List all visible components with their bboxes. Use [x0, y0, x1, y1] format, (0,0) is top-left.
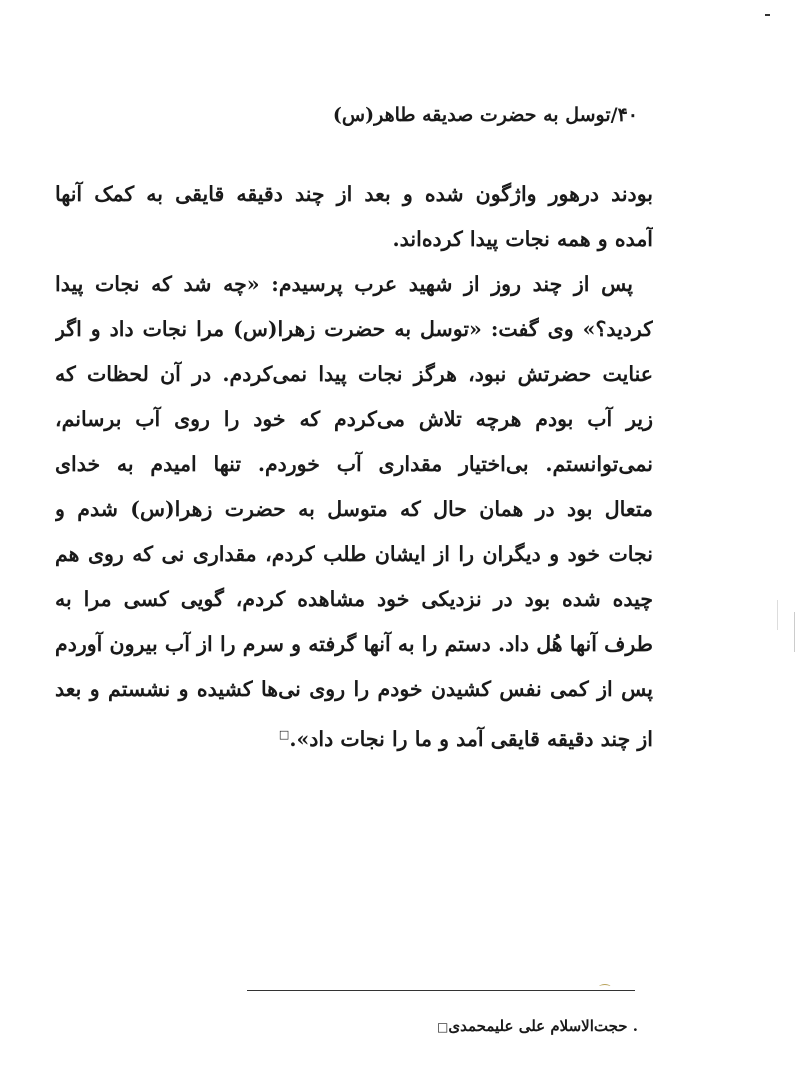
footnote-separator: [247, 990, 635, 991]
footnote: [433, 1017, 638, 1035]
text-line: زیر آب بودم هرچه تلاش می‌کردم که خود را روی آب برسانم،: [55, 407, 653, 431]
separator-ornament: ⁀: [600, 984, 610, 998]
text-line: متعال بود در همان حال که متوسل به حضرت زهرا(س) شدم و: [55, 497, 653, 521]
scan-speck: [794, 612, 795, 652]
text-line: نمی‌توانستم. بی‌اختیار مقداری آب خوردم. تنها امیدم به خدای: [55, 452, 653, 476]
scan-speck: [777, 600, 778, 630]
page-header: ۴۰/توسل به حضرت صدیقه طاهر(س): [332, 104, 638, 126]
footnote-reference: □: [278, 728, 290, 741]
scan-speck: [765, 14, 770, 16]
text-line: چیده شده بود در نزدیکی خود مشاهده کردم، گویی کسی مرا به: [55, 587, 653, 611]
text-line: بودند درهور واژگون شده و بعد از چند دقیقه قایقی به کمک آنها: [55, 182, 653, 206]
text-line: عنایت حضرتش نبود، هرگز نجات پیدا نمی‌کردم. در آن لحظات که: [55, 362, 653, 386]
footnote-text: . حجت‌الاسلام علی علیمحمدی: [448, 1017, 638, 1035]
text-line: طرف آنها هُل داد. دستم را به آنها گرفته و سرم را از آب بیرون آوردم: [55, 632, 653, 656]
text-line: پس از کمی نفس کشیدن خودم را روی نی‌ها کشیده و نشستم و بعد: [55, 677, 653, 701]
text-line: [55, 712, 653, 757]
footnote-marker: □: [437, 1020, 449, 1034]
text-line: آمده و همه نجات پیدا کرده‌اند.: [392, 227, 653, 251]
text-line: پس از چند روز از شهید عرب پرسیدم: «چه شد که نجات پیدا: [55, 272, 633, 296]
text-line: کردید؟» وی گفت: «توسل به حضرت زهرا(س) مرا نجات داد و اگر: [55, 317, 653, 341]
text-line-content: از چند دقیقه قایقی آمد و ما را نجات داد».: [289, 726, 653, 751]
body-text: [55, 172, 653, 757]
text-line: نجات خود و دیگران را از ایشان طلب کردم، مقداری نی که روی هم: [55, 542, 653, 566]
